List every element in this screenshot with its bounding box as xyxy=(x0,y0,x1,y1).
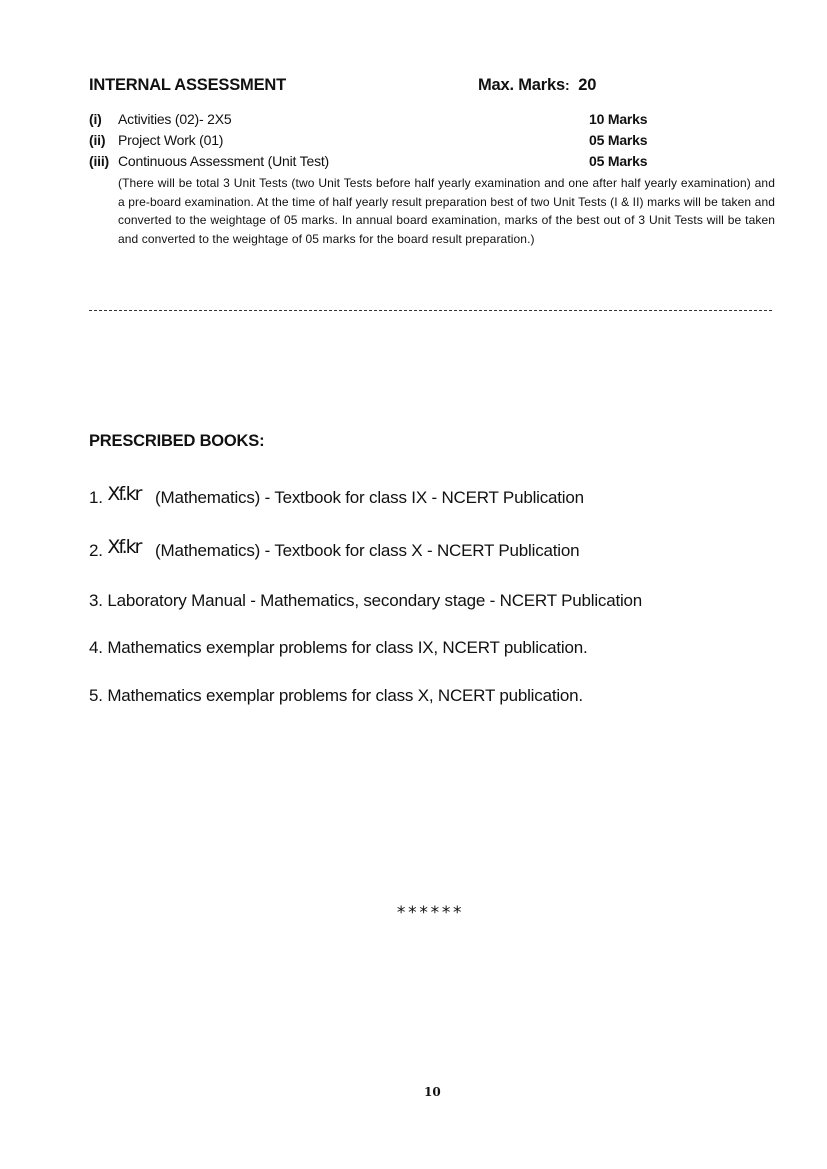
assessment-item xyxy=(89,153,689,173)
book-text: Laboratory Manual - Mathematics, secondary stage - NCERT Publication xyxy=(107,591,643,610)
book-item xyxy=(89,483,584,508)
book-number: 5. xyxy=(89,686,103,705)
book-item xyxy=(89,591,642,611)
book-number: 1. xyxy=(89,488,103,507)
max-marks-label: Max. Marks xyxy=(478,76,565,94)
item-label: Project Work (01) xyxy=(118,132,224,148)
max-marks xyxy=(478,76,596,95)
book-number: 4. xyxy=(89,638,103,657)
item-number: (iii) xyxy=(89,153,109,169)
hindi-title: Xf.kr xyxy=(107,536,141,558)
end-separator: ****** xyxy=(396,903,464,923)
hindi-title: Xf.kr xyxy=(107,483,141,505)
item-marks: 10 Marks xyxy=(589,111,648,127)
item-number: (ii) xyxy=(89,132,106,148)
book-item xyxy=(89,638,587,658)
book-text: Mathematics exemplar problems for class X, NCERT publication. xyxy=(107,686,583,705)
assessment-item xyxy=(89,132,689,152)
item-marks: 05 Marks xyxy=(589,132,648,148)
item-label: Activities (02)- 2X5 xyxy=(118,111,232,127)
book-item xyxy=(89,686,583,706)
book-text: Mathematics exemplar problems for class IX, NCERT publication. xyxy=(107,638,588,657)
dashed-divider xyxy=(89,310,772,311)
item-marks: 05 Marks xyxy=(589,153,648,169)
page-number: 10 xyxy=(424,1085,441,1099)
book-item xyxy=(89,536,580,561)
book-text: (Mathematics) - Textbook for class X - NCERT Publication xyxy=(155,541,580,560)
item-number: (i) xyxy=(89,111,102,127)
section-title: INTERNAL ASSESSMENT xyxy=(89,76,286,94)
item-label: Continuous Assessment (Unit Test) xyxy=(118,153,330,169)
book-text: (Mathematics) - Textbook for class IX - NCERT Publication xyxy=(155,488,584,507)
unit-test-note: (There will be total 3 Unit Tests (two Unit Tests before half yearly examination and one after half yearly examination) and a pre-board examination. At the time of half yearly result preparation best of two Unit Tests (I & II) marks will be taken and converted to the weightage of 05 marks. In annual board examination, marks of the best out of 3 Unit Tests will be taken and converted to the weightage of 05 marks for the board result preparation.) xyxy=(118,176,775,246)
max-marks-colon: : xyxy=(564,77,570,93)
books-title: PRESCRIBED BOOKS: xyxy=(89,432,265,450)
max-marks-value: 20 xyxy=(578,76,597,94)
book-number: 3. xyxy=(89,591,103,610)
assessment-item xyxy=(89,111,689,131)
book-number: 2. xyxy=(89,541,103,560)
